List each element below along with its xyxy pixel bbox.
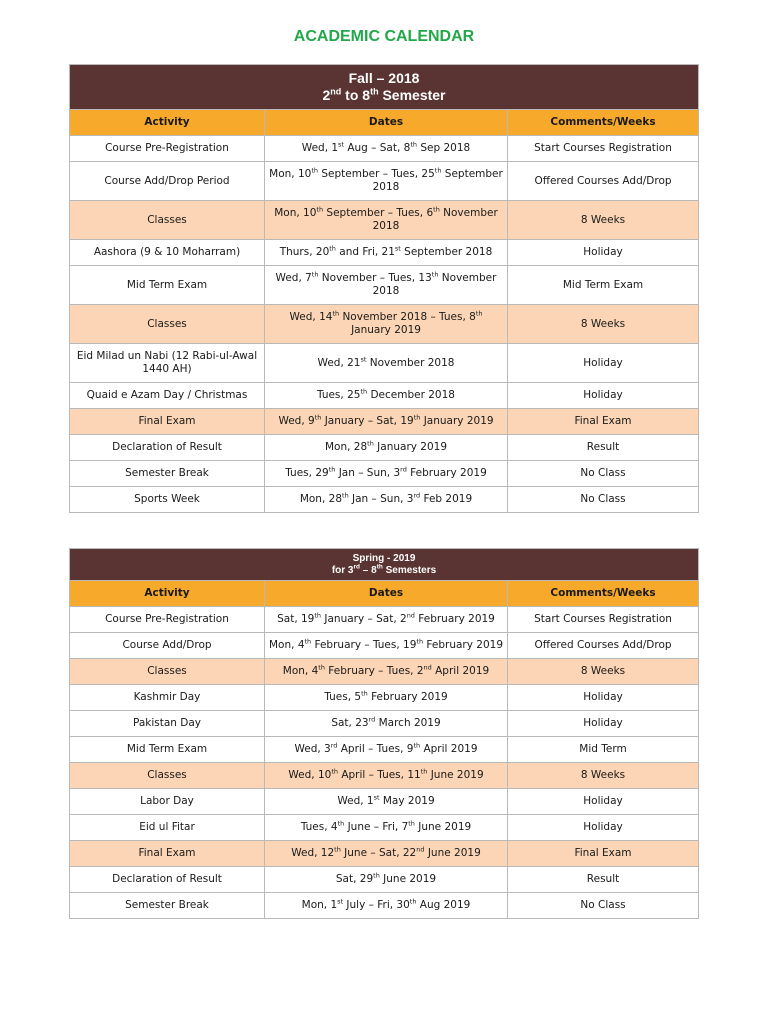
comment-cell: Holiday — [508, 685, 699, 711]
comment-cell: No Class — [508, 487, 699, 513]
comment-cell: Final Exam — [508, 841, 699, 867]
activity-cell: Final Exam — [70, 841, 265, 867]
table-row — [70, 162, 699, 201]
activity-cell: Declaration of Result — [70, 867, 265, 893]
dates-cell: Wed, 12th June – Sat, 22nd June 2019 — [265, 841, 508, 867]
dates-cell: Tues, 5th February 2019 — [265, 685, 508, 711]
table-row — [70, 659, 699, 685]
dates-cell: Sat, 29th June 2019 — [265, 867, 508, 893]
table-row — [70, 841, 699, 867]
comment-cell: Result — [508, 867, 699, 893]
activity-cell: Mid Term Exam — [70, 266, 265, 305]
dates-cell: Wed, 14th November 2018 – Tues, 8th January 2019 — [265, 305, 508, 344]
comment-cell: Mid Term — [508, 737, 699, 763]
dates-cell: Mon, 10th September – Tues, 6th November 2018 — [265, 201, 508, 240]
page-title: ACADEMIC CALENDAR — [293, 28, 475, 45]
comment-cell: Holiday — [508, 711, 699, 737]
activity-cell: Semester Break — [70, 461, 265, 487]
dates-cell: Tues, 4th June – Fri, 7th June 2019 — [265, 815, 508, 841]
dates-cell: Tues, 29th Jan – Sun, 3rd February 2019 — [265, 461, 508, 487]
dates-cell: Wed, 9th January – Sat, 19th January 2019 — [265, 409, 508, 435]
activity-cell: Declaration of Result — [70, 435, 265, 461]
dates-cell: Wed, 10th April – Tues, 11th June 2019 — [265, 763, 508, 789]
comment-cell: 8 Weeks — [508, 201, 699, 240]
table-row — [70, 815, 699, 841]
activity-cell: Final Exam — [70, 409, 265, 435]
activity-cell: Classes — [70, 659, 265, 685]
activity-cell: Pakistan Day — [70, 711, 265, 737]
activity-cell: Quaid e Azam Day / Christmas — [70, 383, 265, 409]
table-row — [70, 136, 699, 162]
comment-cell: 8 Weeks — [508, 763, 699, 789]
dates-cell: Mon, 28th Jan – Sun, 3rd Feb 2019 — [265, 487, 508, 513]
comments-column-header: Comments/Weeks — [508, 110, 699, 136]
activity-cell: Classes — [70, 201, 265, 240]
dates-cell: Mon, 28th January 2019 — [265, 435, 508, 461]
spring-banner-line2: for 3rd – 8th Semesters — [331, 563, 437, 576]
activity-cell: Course Add/Drop — [70, 633, 265, 659]
table-row — [70, 487, 699, 513]
activity-cell: Classes — [70, 305, 265, 344]
comment-cell: Holiday — [508, 344, 699, 383]
table-row — [70, 893, 699, 919]
activity-cell: Aashora (9 & 10 Moharram) — [70, 240, 265, 266]
table-row — [70, 305, 699, 344]
comment-cell: Holiday — [508, 815, 699, 841]
table-row — [70, 383, 699, 409]
dates-column-header: Dates — [265, 581, 508, 607]
activity-cell: Classes — [70, 763, 265, 789]
dates-cell: Mon, 4th February – Tues, 2nd April 2019 — [265, 659, 508, 685]
table-row — [70, 240, 699, 266]
dates-cell: Wed, 1st May 2019 — [265, 789, 508, 815]
activity-cell: Course Pre-Registration — [70, 136, 265, 162]
dates-cell: Sat, 23rd March 2019 — [265, 711, 508, 737]
spring-calendar-table — [69, 548, 699, 919]
table-row — [70, 763, 699, 789]
fall-calendar-table — [69, 64, 699, 513]
dates-cell: Wed, 1st Aug – Sat, 8th Sep 2018 — [265, 136, 508, 162]
table-row — [70, 266, 699, 305]
activity-cell: Course Add/Drop Period — [70, 162, 265, 201]
activity-cell: Kashmir Day — [70, 685, 265, 711]
dates-cell: Mon, 10th September – Tues, 25th September 2018 — [265, 162, 508, 201]
dates-cell: Wed, 21st November 2018 — [265, 344, 508, 383]
comment-cell: No Class — [508, 461, 699, 487]
activity-cell: Eid ul Fitar — [70, 815, 265, 841]
dates-cell: Sat, 19th January – Sat, 2nd February 2019 — [265, 607, 508, 633]
activity-cell: Sports Week — [70, 487, 265, 513]
activity-cell: Semester Break — [70, 893, 265, 919]
dates-cell: Wed, 7th November – Tues, 13th November 2018 — [265, 266, 508, 305]
table-row — [70, 435, 699, 461]
table-row — [70, 344, 699, 383]
activity-cell: Labor Day — [70, 789, 265, 815]
comment-cell: Start Courses Registration — [508, 136, 699, 162]
table-row — [70, 633, 699, 659]
dates-cell: Wed, 3rd April – Tues, 9th April 2019 — [265, 737, 508, 763]
comment-cell: 8 Weeks — [508, 305, 699, 344]
fall-banner-line1: Fall – 2018 — [348, 70, 420, 86]
activity-cell: Eid Milad un Nabi (12 Rabi-ul-Awal 1440 AH) — [70, 344, 265, 383]
spring-semester-banner — [70, 549, 699, 581]
comment-cell: Mid Term Exam — [508, 266, 699, 305]
table-row — [70, 789, 699, 815]
dates-cell: Tues, 25th December 2018 — [265, 383, 508, 409]
comment-cell: Offered Courses Add/Drop — [508, 633, 699, 659]
comment-cell: Start Courses Registration — [508, 607, 699, 633]
table-row — [70, 867, 699, 893]
activity-column-header: Activity — [70, 581, 265, 607]
activity-cell: Mid Term Exam — [70, 737, 265, 763]
table-row — [70, 607, 699, 633]
spring-banner-line1: Spring - 2019 — [352, 552, 416, 564]
activity-column-header: Activity — [70, 110, 265, 136]
table-row — [70, 737, 699, 763]
comment-cell: Result — [508, 435, 699, 461]
dates-cell: Thurs, 20th and Fri, 21st September 2018 — [265, 240, 508, 266]
comment-cell: Offered Courses Add/Drop — [508, 162, 699, 201]
table-row — [70, 711, 699, 737]
activity-cell: Course Pre-Registration — [70, 607, 265, 633]
comment-cell: Final Exam — [508, 409, 699, 435]
fall-banner-line2: 2nd to 8th Semester — [322, 86, 446, 103]
comment-cell: Holiday — [508, 789, 699, 815]
fall-semester-banner — [70, 65, 699, 110]
dates-cell: Mon, 4th February – Tues, 19th February 2019 — [265, 633, 508, 659]
table-row — [70, 201, 699, 240]
dates-cell: Mon, 1st July – Fri, 30th Aug 2019 — [265, 893, 508, 919]
table-row — [70, 461, 699, 487]
comment-cell: No Class — [508, 893, 699, 919]
table-row — [70, 685, 699, 711]
table-row — [70, 409, 699, 435]
comment-cell: Holiday — [508, 383, 699, 409]
dates-column-header: Dates — [265, 110, 508, 136]
comment-cell: 8 Weeks — [508, 659, 699, 685]
comments-column-header: Comments/Weeks — [508, 581, 699, 607]
comment-cell: Holiday — [508, 240, 699, 266]
